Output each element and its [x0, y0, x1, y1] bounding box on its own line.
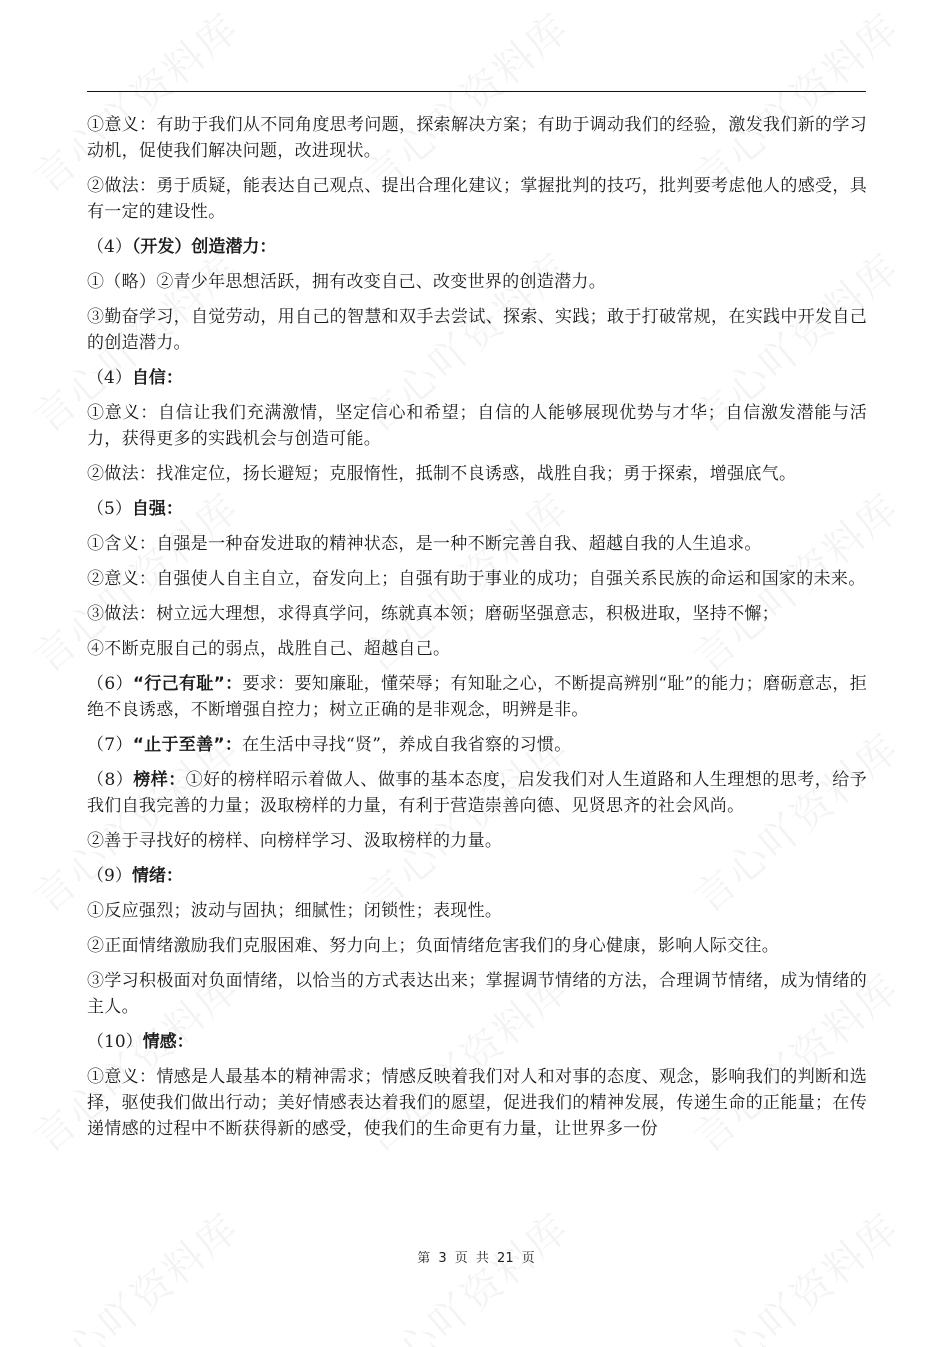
paragraph-confidence-method: ②做法：找准定位，扬长避短；克服惰性，抵制不良诱惑，战胜自我；勇于探索，增强底气。	[87, 464, 797, 484]
section-heading-confidence	[87, 365, 867, 391]
section-heading-creative-potential	[87, 234, 867, 260]
heading-title: 榜样：	[133, 770, 186, 790]
paragraph-self-improvement-definition: ①含义：自强是一种奋发进取的精神状态，是一种不断完善自我、超越自我的人生追求。	[87, 534, 762, 554]
section-body: ①好的榜样昭示着做人、做事的基本态度，启发我们对人生道路和人生理想的思考，给予我们自我完善的力量；汲取榜样的力量，有利于营造崇善向德、见贤思齐的社会风尚。	[87, 770, 868, 816]
paragraph-emotions-3: ③学习积极面对负面情绪，以恰当的方式表达出来；掌握调节情绪的方法，合理调节情绪，成为情绪的主人。	[87, 971, 867, 1017]
heading-title: 情绪：	[131, 866, 183, 886]
watermark-text	[350, 1198, 580, 1347]
heading-number: （7）	[87, 735, 133, 755]
heading-number: （4）	[87, 368, 132, 388]
watermark-text	[680, 1198, 910, 1347]
paragraph-emotions-1: ①反应强烈；波动与固执；细腻性；闭锁性；表现性。	[87, 901, 503, 921]
document-body	[87, 112, 867, 1151]
page-number-footer: 第 3 页 共 21 页	[417, 1251, 535, 1266]
watermark-text	[20, 1198, 250, 1347]
heading-title: “止于至善”：	[132, 735, 243, 755]
heading-number: （4）	[87, 237, 132, 257]
section-sense-of-shame	[87, 671, 867, 723]
section-role-models	[87, 767, 867, 819]
paragraph-self-improvement-4: ④不断克服自己的弱点，战胜自己、超越自己。	[87, 639, 451, 659]
section-heading-emotions	[87, 863, 867, 889]
paragraph-role-models-2: ②善于寻找好的榜样、向榜样学习、汲取榜样的力量。	[87, 831, 503, 851]
paragraph-creative-1: ①（略）②青少年思想活跃，拥有改变自己、改变世界的创造潜力。	[87, 272, 606, 292]
heading-title: 自强：	[131, 499, 183, 519]
paragraph-method-critical: ②做法：勇于质疑，能表达自己观点、提出合理化建议；掌握批判的技巧，批判要考虑他人的感受，具有一定的建设性。	[87, 176, 867, 222]
section-heading-self-improvement	[87, 496, 867, 522]
heading-number: （8）	[87, 770, 134, 790]
paragraph-self-improvement-method: ③做法：树立远大理想，求得真学问，练就真本领；磨砺坚强意志，积极进取，坚持不懈；	[87, 604, 779, 624]
paragraph-self-improvement-meaning: ②意义：自强使人自主自立，奋发向上；自强有助于事业的成功；自强关系民族的命运和国家的未来。	[87, 569, 866, 589]
heading-title: “行己有耻”：	[132, 674, 243, 694]
paragraph-emotions-2: ②正面情绪激励我们克服困难、努力向上；负面情绪危害我们的身心健康，影响人际交往。	[87, 936, 779, 956]
heading-title: 自信：	[131, 368, 183, 388]
section-heading-feelings	[87, 1029, 867, 1055]
section-highest-good	[87, 732, 867, 758]
paragraph-feelings-meaning: ①意义：情感是人最基本的精神需求；情感反映着我们对人和对事的态度、观念，影响我们的判断和选择，驱使我们做出行动；美好情感表达着我们的愿望，促进我们的精神发展，传递生命的正能量；在传递情感的过程中不断获得新的感受，使我们的生命更有力量，让世界多一份	[87, 1067, 867, 1139]
heading-title: （开发）创造潜力：	[131, 237, 277, 257]
paragraph-creative-3: ③勤奋学习，自觉劳动，用自己的智慧和双手去尝试、探索、实践；敢于打破常规，在实践中开发自己的创造潜力。	[87, 307, 867, 353]
section-body: 要求：要知廉耻，懂荣辱；有知耻之心，不断提高辨别“耻”的能力；磨砺意志，拒绝不良诱惑，不断增强自控力；树立正确的是非观念，明辨是非。	[87, 674, 868, 720]
heading-number: （9）	[87, 866, 132, 886]
heading-number: （5）	[87, 499, 132, 519]
header-rule	[87, 91, 866, 92]
paragraph-meaning-critical: ①意义：有助于我们从不同角度思考问题，探索解决方案；有助于调动我们的经验，激发我们新的学习动机，促使我们解决问题，改进现状。	[87, 115, 867, 161]
heading-number: （10）	[87, 1032, 143, 1052]
paragraph-confidence-meaning: ①意义：自信让我们充满激情，坚定信心和希望；自信的人能够展现优势与才华；自信激发潜能与活力，获得更多的实践机会与创造可能。	[87, 403, 867, 449]
heading-number: （6）	[87, 674, 133, 694]
section-body: 在生活中寻找“贤”，养成自我省察的习惯。	[242, 735, 572, 755]
heading-title: 情感：	[142, 1032, 194, 1052]
